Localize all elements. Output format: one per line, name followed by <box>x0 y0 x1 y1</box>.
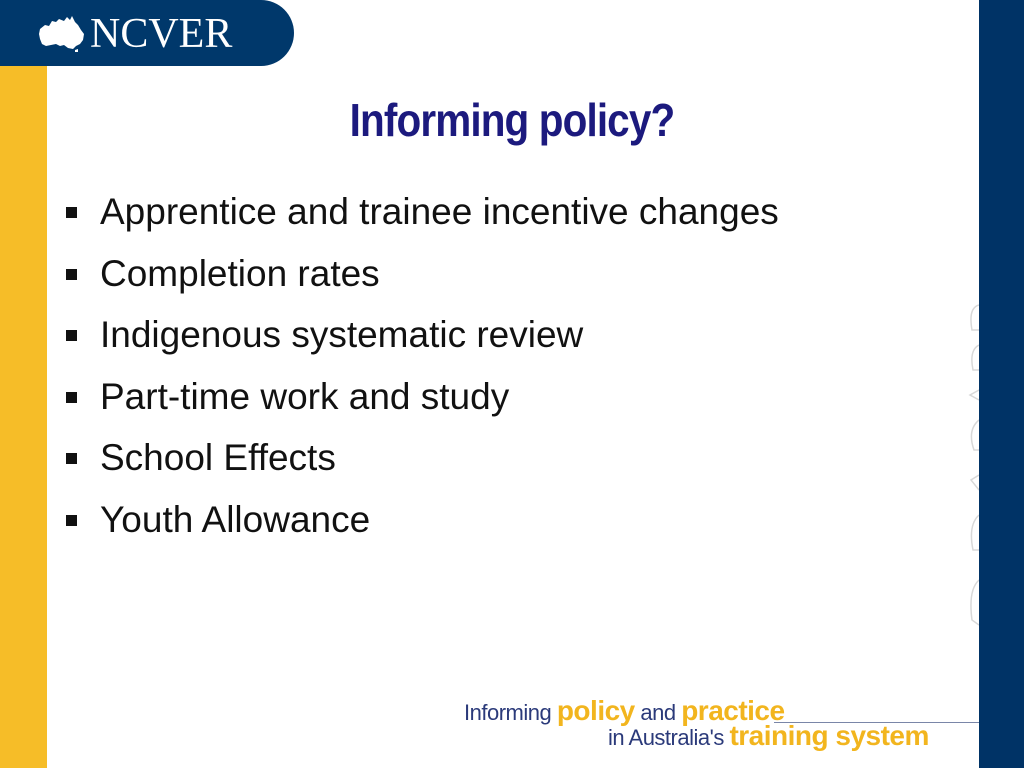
square-bullet-icon <box>66 330 77 341</box>
tagline-text: and <box>634 700 682 725</box>
square-bullet-icon <box>66 392 77 403</box>
right-accent-bar <box>979 0 1024 768</box>
tagline-highlight: training system <box>729 720 929 751</box>
bullet-text: Apprentice and trainee incentive changes <box>100 191 779 232</box>
tagline-text: in Australia's <box>608 725 730 750</box>
footer-tagline <box>464 695 979 755</box>
slide-title: Informing policy? <box>349 94 675 146</box>
bullet-text: Part-time work and study <box>100 375 510 417</box>
decorative-watermark-strip <box>964 300 979 660</box>
square-bullet-icon <box>66 453 77 464</box>
left-accent-bar <box>0 0 47 768</box>
australia-map-icon <box>37 13 87 53</box>
square-bullet-icon <box>66 207 77 218</box>
ncver-logo <box>0 0 294 66</box>
tagline-line-2 <box>608 720 929 752</box>
logo-text: NCVER <box>90 11 233 57</box>
bullet-text: Completion rates <box>100 252 380 294</box>
tagline-text: Informing <box>464 700 557 725</box>
bullet-text: Youth Allowance <box>100 498 371 540</box>
bullet-text: School Effects <box>100 437 336 478</box>
square-bullet-icon <box>66 515 77 526</box>
bullet-text: Indigenous systematic review <box>100 314 584 355</box>
tagline-highlight: policy <box>556 695 635 726</box>
tagline-highlight: practice <box>681 695 785 726</box>
square-bullet-icon <box>66 269 77 280</box>
